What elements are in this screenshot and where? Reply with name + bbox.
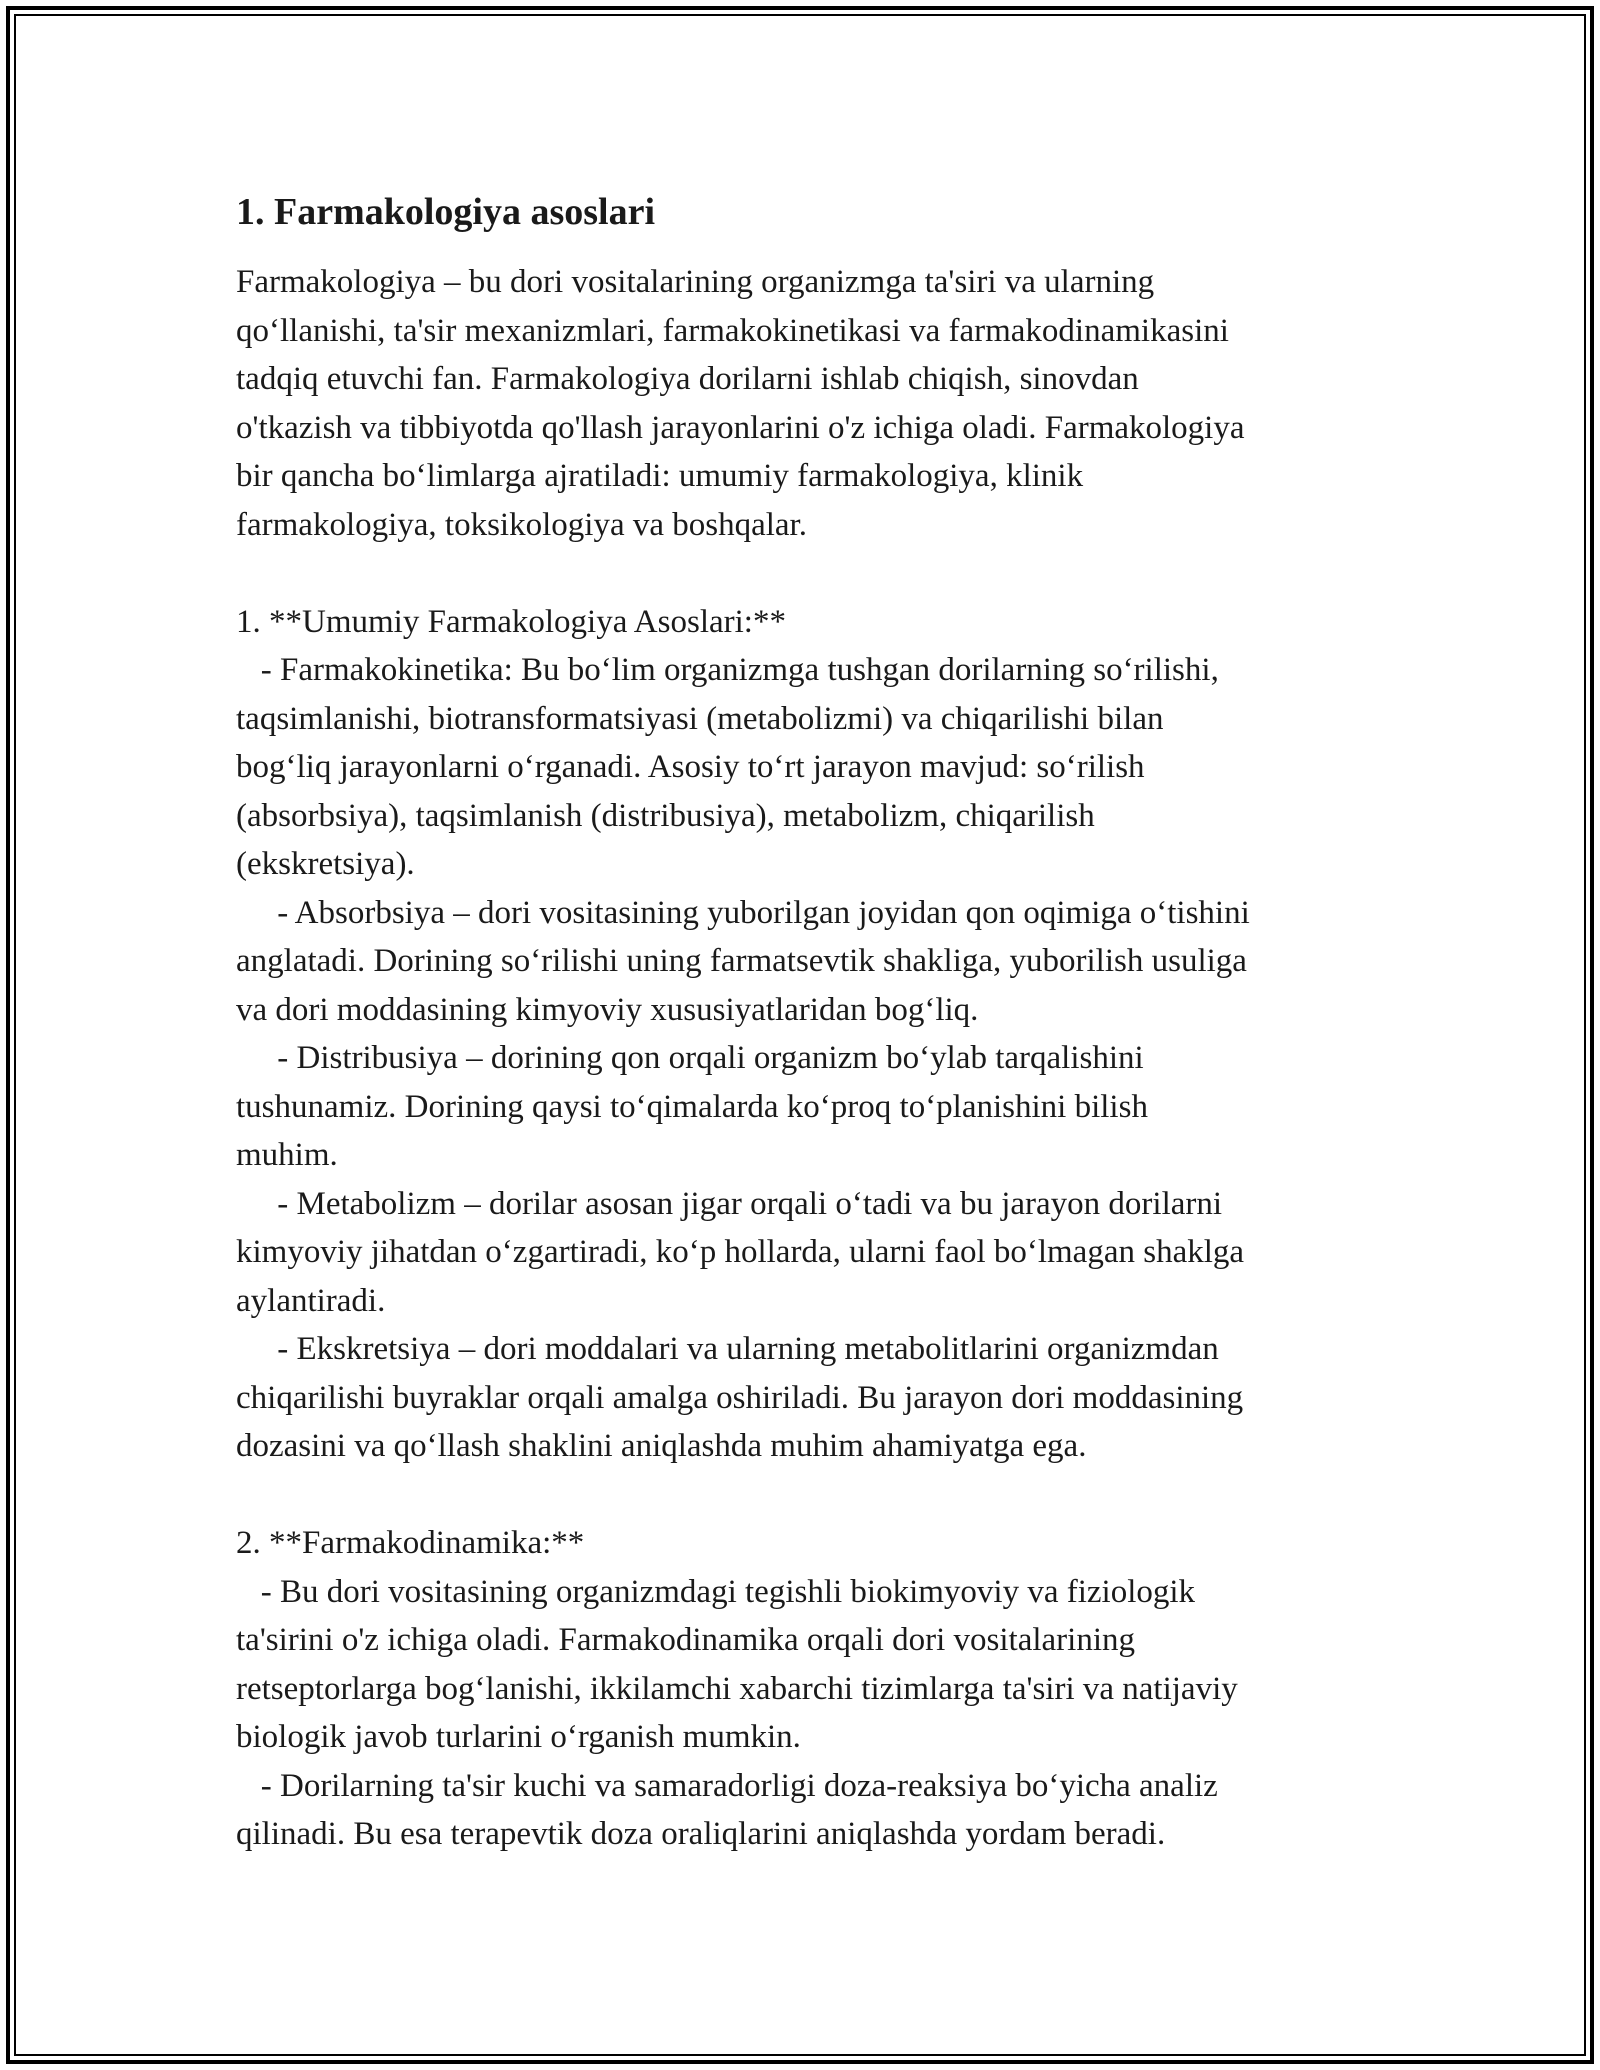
text-line: retseptorlarga bog‘lanishi, ikkilamchi xabarchi tizimlarga ta'siri va natijaviy: [236, 1670, 1238, 1707]
text-line: o'tkazish va tibbiyotda qo'llash jarayonlarini o'z ichiga oladi. Farmakologiya: [236, 409, 1245, 446]
document-text: [236, 258, 1376, 1859]
text-line: (absorbsiya), taqsimlanish (distribusiya), metabolizm, chiqarilish: [236, 797, 1095, 834]
text-line: muhim.: [236, 1137, 338, 1173]
text-line: taqsimlanishi, biotransformatsiyasi (metabolizmi) va chiqarilishi bilan: [236, 700, 1164, 737]
text-line: va dori moddasining kimyoviy xususiyatlaridan bog‘liq.: [236, 991, 979, 1028]
text-line: anglatadi. Dorining so‘rilishi uning farmatsevtik shakliga, yuborilish usuliga: [236, 943, 1247, 979]
text-line: qo‘llanishi, ta'sir mexanizmlari, farmakokinetikasi va farmakodinamikasini: [236, 312, 1229, 349]
text-line: (ekskretsiya).: [236, 846, 415, 882]
text-line: - Distribusiya – dorining qon orqali organizm bo‘ylab tarqalishini: [236, 1040, 1144, 1076]
text-line: tadqiq etuvchi fan. Farmakologiya dorilarni ishlab chiqish, sinovdan: [236, 361, 1139, 397]
text-line: 2. **Farmakodinamika:**: [236, 1525, 585, 1561]
blank-line: [236, 549, 1376, 598]
text-line: biologik javob turlarini o‘rganish mumkin.: [236, 1719, 801, 1755]
text-line: - Farmakokinetika: Bu bo‘lim organizmga tushgan dorilarning so‘rilishi,: [236, 652, 1219, 688]
text-line: aylantiradi.: [236, 1282, 386, 1319]
text-line: chiqarilishi buyraklar orqali amalga oshiriladi. Bu jarayon dori moddasining: [236, 1379, 1244, 1416]
text-line: 1. **Umumiy Farmakologiya Asoslari:**: [236, 603, 786, 640]
text-line: bir qancha bo‘limlarga ajratiladi: umumiy farmakologiya, klinik: [236, 458, 1084, 494]
text-line: - Ekskretsiya – dori moddalari va ularning metabolitlarini organizmdan: [236, 1331, 1219, 1367]
text-line: farmakologiya, toksikologiya va boshqalar.: [236, 506, 807, 543]
text-line: - Absorbsiya – dori vositasining yuborilgan joyidan qon oqimiga o‘tishini: [236, 894, 1250, 931]
text-line: dozasini va qo‘llash shaklini aniqlashda muhim ahamiyatga ega.: [236, 1428, 1087, 1464]
text-line: qilinadi. Bu esa terapevtik doza oraliqlarini aniqlashda yordam beradi.: [236, 1816, 1166, 1852]
blank-line: [236, 1471, 1376, 1520]
text-line: ta'sirini o'z ichiga oladi. Farmakodinamika orqali dori vositalarining: [236, 1622, 1136, 1658]
text-line: - Dorilarning ta'sir kuchi va samaradorligi doza-reaksiya bo‘yicha analiz: [236, 1767, 1218, 1804]
text-line: bog‘liq jarayonlarni o‘rganadi. Asosiy to‘rt jarayon mavjud: so‘rilish: [236, 749, 1145, 785]
text-line: Farmakologiya – bu dori vositalarining organizmga ta'siri va ularning: [236, 264, 1155, 300]
text-line: - Metabolizm – dorilar asosan jigar orqali o‘tadi va bu jarayon dorilarni: [236, 1185, 1223, 1222]
section-heading: 1. Farmakologiya asoslari: [236, 191, 656, 233]
text-line: tushunamiz. Dorining qaysi to‘qimalarda ko‘proq to‘planishini bilish: [236, 1088, 1148, 1125]
text-line: - Bu dori vositasining organizmdagi tegishli biokimyoviy va fiziologik: [236, 1573, 1196, 1610]
document-body: [236, 186, 1376, 1859]
text-line: kimyoviy jihatdan o‘zgartiradi, ko‘p hollarda, ularni faol bo‘lmagan shaklga: [236, 1234, 1245, 1270]
